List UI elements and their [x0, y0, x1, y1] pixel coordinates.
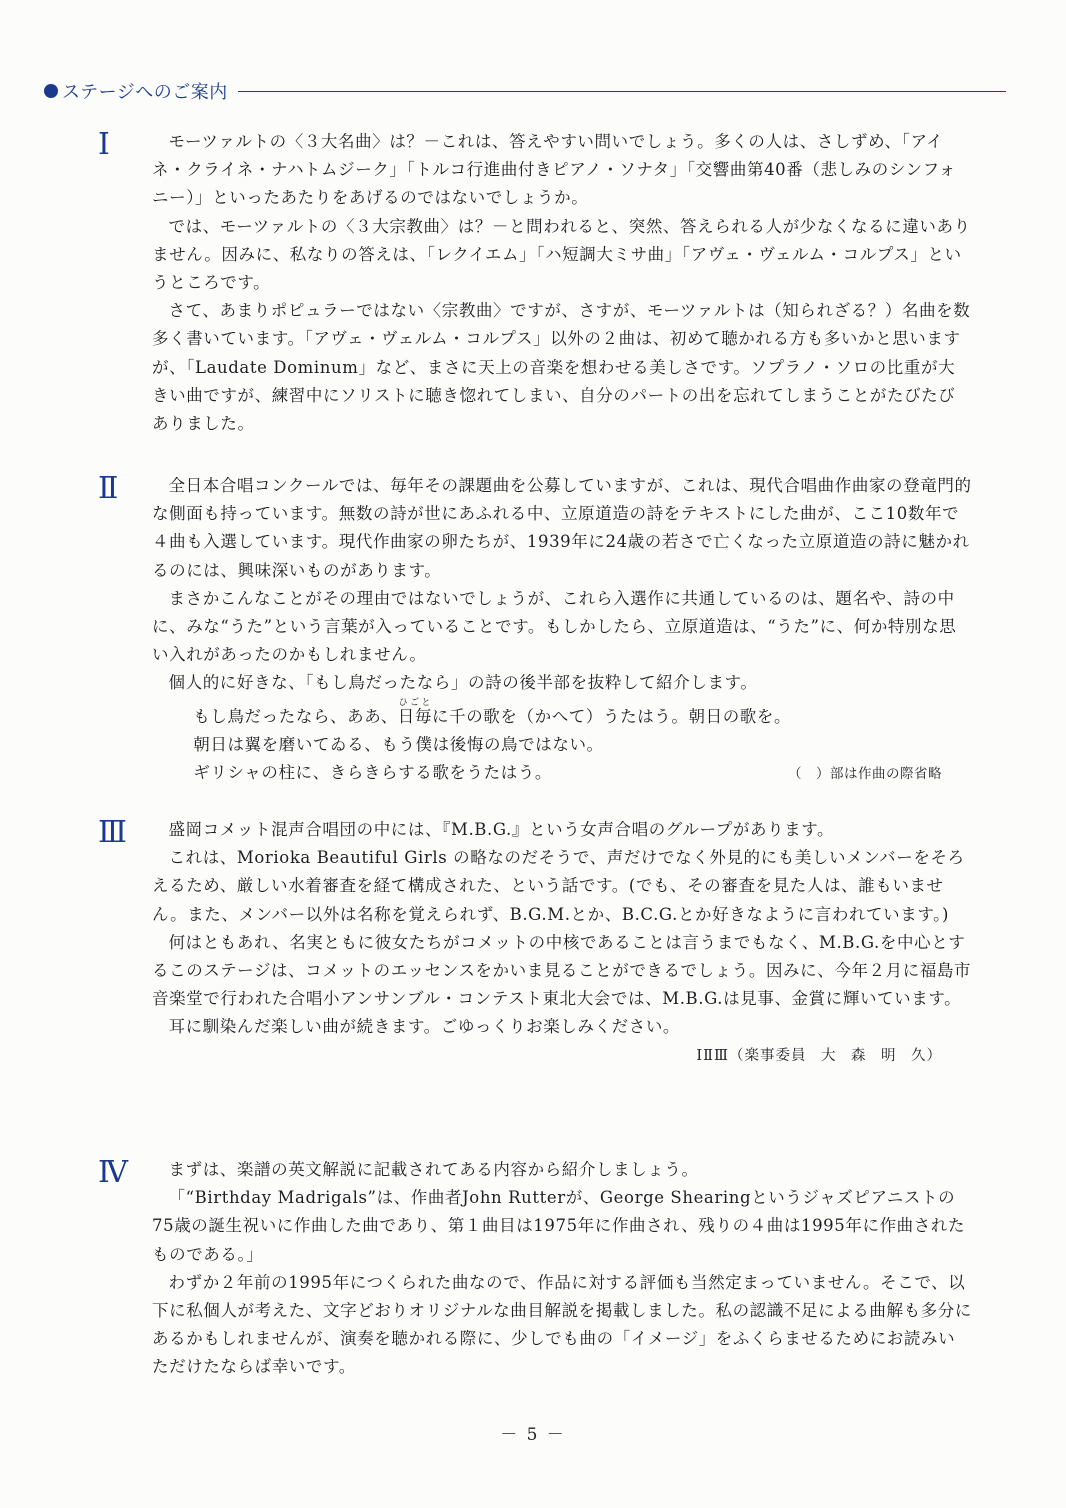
section-body	[152, 1156, 972, 1382]
paragraph: わずか２年前の1995年につくられた曲なので、作品に対する評価も当然定まっていません。そこで、以下に私個人が考えた、文字どおりオリジナルな曲目解説を掲載しました。私の認識不足による曲解も多分にあるかもしれませんが、演奏を聴かれる際に、少しでも曲の「イメージ」をふくらませるためにお読みいただけたならば幸いです。	[152, 1272, 972, 1377]
bullet-dot-icon	[44, 84, 58, 98]
poem-ruby	[397, 697, 432, 726]
paragraph: 個人的に好きな、「もし鳥だったなら」の詩の後半部を抜粋して紹介します。	[168, 673, 758, 693]
paragraph: まさかこんなことがその理由ではないでしょうが、これら入選作に共通しているのは、題名や、詩の中に、みな“うた”という言葉が入っていることです。もしかしたら、立原道造は、“うた”に、何か特別な思い入れがあったのかもしれません。	[152, 588, 957, 665]
page-number: － 5 －	[500, 1425, 566, 1445]
section-numeral: Ⅱ	[98, 472, 119, 505]
credit-name: 久）	[911, 1047, 942, 1064]
poem-line	[193, 698, 972, 731]
ruby-base: 日毎	[397, 706, 432, 726]
ruby-text: ひごと	[397, 697, 432, 708]
poem-text: に千の歌を（かへて）うたはう。朝日の歌を。	[432, 706, 792, 726]
section-body	[152, 816, 972, 1070]
section-body	[152, 472, 972, 788]
section-numeral: Ⅲ	[98, 816, 127, 849]
paragraph: 盛岡コメット混声合唱団の中には、『M.B.G.』という女声合唱のグループがあります。	[168, 820, 835, 839]
credit-sections: ⅠⅡⅢ	[696, 1047, 729, 1064]
author-credit	[152, 1042, 972, 1070]
paragraph: 全日本合唱コンクールでは、毎年その課題曲を公募していますが、これは、現代合唱曲作曲家の登竜門的な側面も持っています。無数の詩が世にあふれる中、立原道造の詩をテキストにした曲が、ここ10数年で４曲も入選しています。現代作曲家の卵たちが、1939年に24歳の若さで亡くなった立原道造の詩に魅かれるのには、興味深いものがあります。	[152, 476, 972, 580]
credit-name: 大	[821, 1047, 837, 1064]
credit-role: （楽事委員	[729, 1047, 807, 1064]
section-header	[44, 78, 1006, 104]
paragraph: 「“Birthday Madrigals”は、作曲者John Rutterが、George Shearingというジャズピアニストの75歳の誕生祝いに作曲した曲であり、第１曲目は1975年に作曲され、残りの４曲は1995年に作曲されたものである。」	[152, 1188, 966, 1264]
poem-excerpt	[152, 698, 972, 789]
section-body	[152, 128, 972, 438]
section-numeral: Ⅰ	[98, 128, 110, 161]
header-rule	[238, 91, 1006, 92]
paragraph: モーツァルトの〈３大名曲〉は？－これは、答えやすい問いでしょう。多くの人は、さしずめ、「アイネ・クライネ・ナハトムジーク」「トルコ行進曲付きピアノ・ソナタ」「交響曲第40番（悲しみのシンフォニー）」といったあたりをあげるのではないでしょうか。	[152, 132, 957, 208]
paragraph: では、モーツァルトの〈３大宗教曲〉は？－と問われると、突然、答えられる人が少なくなるに違いありません。因みに、私なりの答えは、「レクイエム」「ハ短調大ミサ曲」「アヴェ・ヴェルム・コルプス」というところです。	[152, 216, 971, 293]
paragraph: 耳に馴染んだ楽しい曲が続きます。ごゆっくりお楽しみください。	[168, 1017, 681, 1037]
paragraph: さて、あまりポピュラーではない〈宗教曲〉ですが、さすが、モーツァルトは（知られざる？）名曲を数多く書いています。「アヴェ・ヴェルム・コルプス」以外の２曲は、初めて聴かれる方も多いかと思いますが、「Laudate Dominum」など、まさに天上の音楽を想わせる美しさです。ソプラノ・ソロの比重が大きい曲ですが、練習中にソリストに聴き惚れてしまい、自分のパートの出を忘れてしまうことがたびたびありました。	[152, 301, 971, 434]
section-numeral: Ⅳ	[98, 1156, 128, 1189]
credit-name: 森	[851, 1047, 867, 1064]
paragraph: これは、Morioka Beautiful Girls の略なのだそうで、声だけでなく外見的にも美しいメンバーをそろえるため、厳しい水着審査を経て構成された、という話です。(でも、その審査を見た人は、誰もいません。また、メンバー以外は名称を覚えられず、B.G.M.とか、B.C.G.とか好きなように言われています。)	[152, 848, 965, 924]
poem-line	[193, 759, 972, 788]
paragraph: 何はともあれ、名実ともに彼女たちがコメットの中核であることは言うまでもなく、M.B.G.を中心とするこのステージは、コメットのエッセンスをかいま見ることができるでしょう。因みに、今年２月に福島市音楽堂で行われた合唱小アンサンブル・コンテスト東北大会では、M.B.G.は見事、金賞に輝いています。	[152, 932, 972, 1009]
poem-line: 朝日は翼を磨いてゐる、もう僕は後悔の鳥ではない。	[193, 734, 604, 754]
header-title: ステージへのご案内	[62, 82, 228, 103]
poem-text: もし鳥だったなら、ああ、	[193, 706, 398, 726]
paragraph: まずは、楽譜の英文解説に記載されてある内容から紹介しましょう。	[168, 1160, 699, 1179]
credit-name: 明	[881, 1047, 897, 1064]
poem-note: （ ）部は作曲の際省略	[788, 766, 942, 783]
poem-text: ギリシャの柱に、きらきらする歌をうたはう。	[193, 763, 553, 783]
